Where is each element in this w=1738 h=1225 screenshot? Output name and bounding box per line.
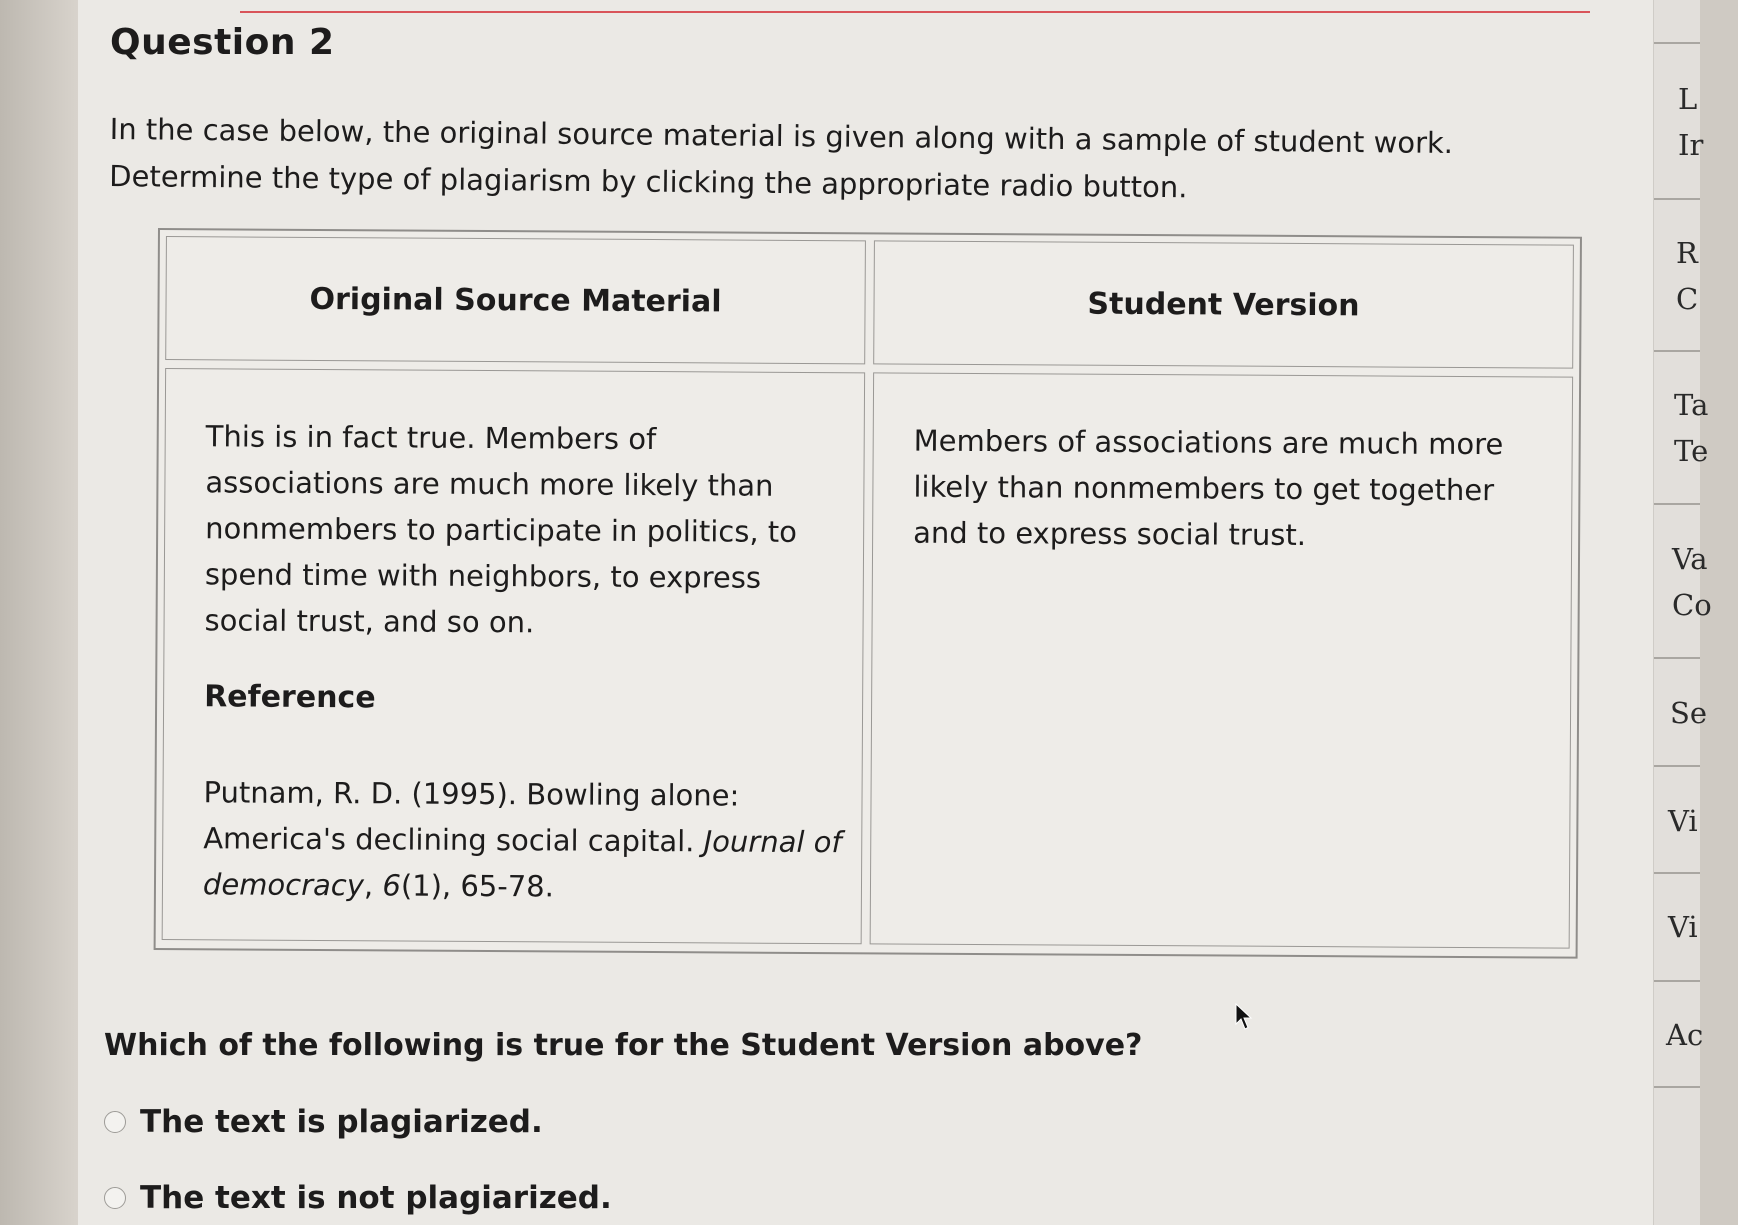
header-original-source: Original Source Material (309, 281, 722, 320)
radio-button-not-plagiarized[interactable] (104, 1187, 126, 1209)
side-nav-item-5[interactable]: Ta (1674, 388, 1709, 422)
side-divider (1654, 657, 1700, 659)
side-nav-item-11[interactable]: Vi (1668, 910, 1698, 944)
header-cell-original (165, 236, 866, 364)
citation-comma: , (363, 868, 383, 903)
citation-issue-pages: (1), 65-78. (400, 868, 554, 904)
option-not-plagiarized-label[interactable]: The text is not plagiarized. (140, 1180, 612, 1216)
side-nav-item-1[interactable]: L (1678, 82, 1698, 116)
original-source-cell (162, 368, 865, 944)
option-plagiarized-label[interactable]: The text is plagiarized. (140, 1104, 543, 1140)
question-title: Question 2 (110, 22, 335, 63)
top-accent-rule (240, 11, 1590, 13)
reference-citation (203, 769, 844, 911)
side-divider (1654, 350, 1700, 352)
reference-heading: Reference (204, 679, 376, 716)
side-divider (1654, 198, 1700, 200)
side-divider (1654, 503, 1700, 505)
instructions-line-1: In the case below, the original source material is given along with a sample of student work. (109, 111, 1454, 161)
citation-authors-title: Putnam, R. D. (1995). Bowling alone: America's declining social capital. (203, 775, 740, 859)
option-plagiarized[interactable] (104, 1104, 543, 1140)
side-divider (1654, 980, 1700, 982)
screen-bezel (0, 0, 78, 1225)
side-nav-item-9[interactable]: Se (1670, 696, 1708, 730)
option-not-plagiarized[interactable] (104, 1180, 612, 1216)
instructions (109, 106, 1530, 215)
side-nav-item-10[interactable]: Vi (1668, 804, 1698, 838)
side-nav-item-12[interactable]: Ac (1666, 1018, 1704, 1052)
question-prompt: Which of the following is true for the Student Version above? (104, 1028, 1143, 1063)
citation-journal: Journal of democracy (202, 824, 842, 903)
side-nav-item-6[interactable]: Te (1674, 434, 1709, 468)
student-version-cell (870, 372, 1573, 948)
side-navigation (1653, 0, 1712, 1225)
side-divider (1654, 1086, 1700, 1088)
header-student-version: Student Version (1087, 286, 1360, 324)
side-nav-item-4[interactable]: C (1676, 282, 1699, 316)
side-divider (1654, 765, 1700, 767)
side-nav-item-7[interactable]: Va (1672, 542, 1708, 576)
header-cell-student (873, 240, 1574, 368)
side-nav-item-3[interactable]: R (1676, 236, 1698, 270)
side-nav-item-2[interactable]: Ir (1678, 128, 1704, 162)
side-divider (1654, 42, 1700, 44)
case-table (154, 228, 1582, 959)
side-nav-item-8[interactable]: Co (1672, 588, 1712, 622)
mouse-pointer-icon (1234, 1002, 1254, 1032)
citation-volume: 6 (382, 868, 401, 903)
side-divider (1654, 872, 1700, 874)
student-version-text: Members of associations are much more likely than nonmembers to get together and to express social trust. (913, 423, 1504, 553)
radio-button-plagiarized[interactable] (104, 1111, 126, 1133)
original-source-text: This is in fact true. Members of associations are much more likely than nonmembers to participate in politics, to spend time with neighbors, to express social trust, and so on. (204, 419, 798, 640)
instructions-line-2: Determine the type of plagiarism by clicking the appropriate radio button. (109, 158, 1188, 205)
